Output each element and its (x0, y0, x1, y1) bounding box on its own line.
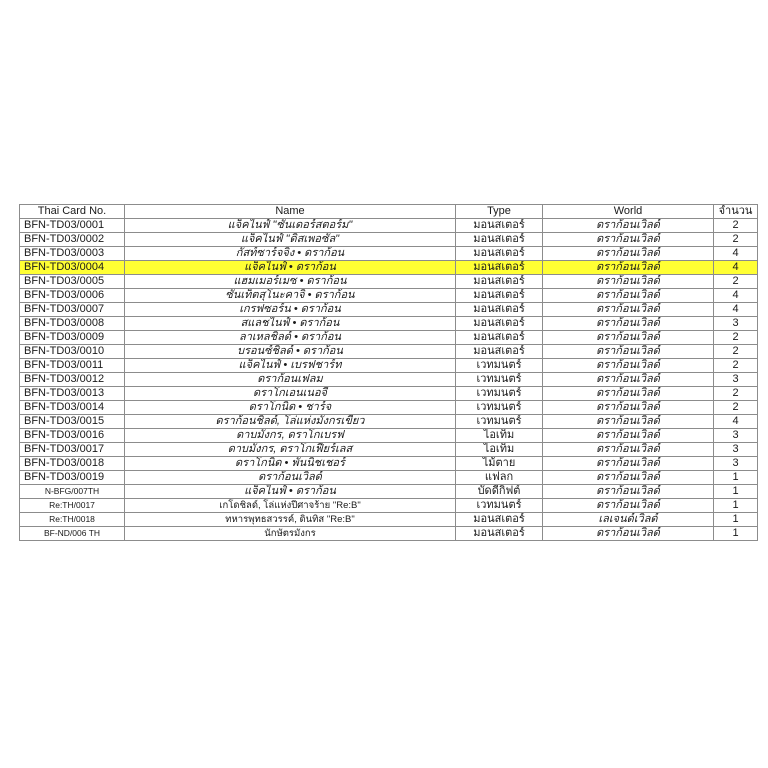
table-row (20, 457, 758, 471)
card-type-cell: ไม้ตาย (456, 457, 543, 471)
card-quantity-cell: 1 (714, 527, 758, 541)
card-list-table (19, 204, 758, 541)
card-number-cell: BFN-TD03/0018 (20, 457, 125, 471)
card-world-cell: ดราก้อนเวิลด์ (543, 471, 714, 485)
card-quantity-cell: 4 (714, 247, 758, 261)
card-type-cell: เวทมนตร์ (456, 373, 543, 387)
table-row (20, 527, 758, 541)
header-type: Type (456, 205, 543, 219)
card-name-cell: บรอนซ์ชิลด์ • ดราก้อน (125, 345, 456, 359)
card-type-cell: มอนสเตอร์ (456, 331, 543, 345)
card-number-cell: BFN-TD03/0004 (20, 261, 125, 275)
card-type-cell: ไอเท็ม (456, 443, 543, 457)
card-type-cell: เวทมนตร์ (456, 415, 543, 429)
card-quantity-cell: 3 (714, 317, 758, 331)
card-world-cell: ดราก้อนเวิลด์ (543, 415, 714, 429)
card-type-cell: เวทมนตร์ (456, 401, 543, 415)
card-name-cell: กัสท์ซาร์จจิ้ง • ดราก้อน (125, 247, 456, 261)
card-type-cell: มอนสเตอร์ (456, 303, 543, 317)
card-world-cell: ดราก้อนเวิลด์ (543, 261, 714, 275)
card-world-cell: ดราก้อนเวิลด์ (543, 219, 714, 233)
card-name-cell: ดราก้อนเวิลด์ (125, 471, 456, 485)
card-name-cell: แจ็คไนฟ์ "ซันเดอร์สตอร์ม" (125, 219, 456, 233)
card-world-cell: ดราก้อนเวิลด์ (543, 345, 714, 359)
card-number-cell: BFN-TD03/0009 (20, 331, 125, 345)
card-name-cell: แจ็คไนฟ์ "ดิสเพอซัล" (125, 233, 456, 247)
table-row (20, 247, 758, 261)
card-number-cell: BFN-TD03/0007 (20, 303, 125, 317)
card-quantity-cell: 3 (714, 373, 758, 387)
card-quantity-cell: 1 (714, 513, 758, 527)
card-number-cell: BFN-TD03/0014 (20, 401, 125, 415)
card-name-cell: ดราโกเอนเนอจี (125, 387, 456, 401)
card-type-cell: ไอเท็ม (456, 429, 543, 443)
card-name-cell: ดาบมังกร, ดราโกเฟียร์เลส (125, 443, 456, 457)
card-quantity-cell: 2 (714, 387, 758, 401)
table-body (20, 219, 758, 541)
card-world-cell: ดราก้อนเวิลด์ (543, 247, 714, 261)
card-number-cell: BFN-TD03/0013 (20, 387, 125, 401)
card-number-cell: BF-ND/006 TH (20, 527, 125, 541)
card-name-cell: ดราก้อนชิลด์, โล่แห่งมังกรเขียว (125, 415, 456, 429)
card-name-cell: เกรฟซอร์น • ดราก้อน (125, 303, 456, 317)
card-quantity-cell: 2 (714, 275, 758, 289)
card-world-cell: ดราก้อนเวิลด์ (543, 303, 714, 317)
table-row (20, 443, 758, 457)
card-world-cell: ดราก้อนเวิลด์ (543, 443, 714, 457)
card-quantity-cell: 2 (714, 331, 758, 345)
card-quantity-cell: 4 (714, 303, 758, 317)
table-row (20, 275, 758, 289)
card-type-cell: เวทมนตร์ (456, 499, 543, 513)
table-row (20, 429, 758, 443)
table-row (20, 303, 758, 317)
card-world-cell: ดราก้อนเวิลด์ (543, 401, 714, 415)
card-type-cell: บัดดี้กิฟต์ (456, 485, 543, 499)
card-number-cell: BFN-TD03/0010 (20, 345, 125, 359)
card-type-cell: มอนสเตอร์ (456, 513, 543, 527)
card-name-cell: ทหารพุทธสวรรค์, ดินทิส "Re:B" (125, 513, 456, 527)
card-type-cell: มอนสเตอร์ (456, 527, 543, 541)
card-quantity-cell: 1 (714, 499, 758, 513)
card-name-cell: ลาเหลชิลด์ • ดราก้อน (125, 331, 456, 345)
card-name-cell: แฮมเมอร์เมซ • ดราก้อน (125, 275, 456, 289)
card-name-cell: ดราโกนิด • พันนิชเชอร์ (125, 457, 456, 471)
table-row (20, 373, 758, 387)
card-type-cell: มอนสเตอร์ (456, 233, 543, 247)
card-number-cell: BFN-TD03/0002 (20, 233, 125, 247)
card-name-cell: ดราก้อนเฟลม (125, 373, 456, 387)
card-quantity-cell: 2 (714, 233, 758, 247)
table-row (20, 387, 758, 401)
card-number-cell: BFN-TD03/0016 (20, 429, 125, 443)
card-number-cell: BFN-TD03/0001 (20, 219, 125, 233)
card-name-cell: สแลชไนฟ์ • ดราก้อน (125, 317, 456, 331)
header-world: World (543, 205, 714, 219)
card-quantity-cell: 1 (714, 471, 758, 485)
card-type-cell: มอนสเตอร์ (456, 275, 543, 289)
card-world-cell: ดราก้อนเวิลด์ (543, 317, 714, 331)
card-number-cell: BFN-TD03/0008 (20, 317, 125, 331)
card-type-cell: มอนสเตอร์ (456, 345, 543, 359)
table-row (20, 401, 758, 415)
card-number-cell: N-BFG/007TH (20, 485, 125, 499)
card-world-cell: ดราก้อนเวิลด์ (543, 429, 714, 443)
card-quantity-cell: 2 (714, 401, 758, 415)
card-world-cell: ดราก้อนเวิลด์ (543, 359, 714, 373)
card-world-cell: ดราก้อนเวิลด์ (543, 457, 714, 471)
card-name-cell: นักษัตรมังกร (125, 527, 456, 541)
card-number-cell: BFN-TD03/0005 (20, 275, 125, 289)
card-number-cell: BFN-TD03/0017 (20, 443, 125, 457)
card-world-cell: ดราก้อนเวิลด์ (543, 289, 714, 303)
card-world-cell: ดราก้อนเวิลด์ (543, 485, 714, 499)
card-name-cell: แจ็คไนฟ์ • ดราก้อน (125, 261, 456, 275)
table-row (20, 331, 758, 345)
table-row (20, 513, 758, 527)
header-card-no: Thai Card No. (20, 205, 125, 219)
card-quantity-cell: 2 (714, 345, 758, 359)
table-row (20, 345, 758, 359)
card-name-cell: ซันเท็ตสุโนะคาจิ • ดราก้อน (125, 289, 456, 303)
table-row (20, 317, 758, 331)
card-name-cell: เกโดชิลด์, โล่แห่งปีศาจร้าย "Re:B" (125, 499, 456, 513)
card-world-cell: ดราก้อนเวิลด์ (543, 331, 714, 345)
card-number-cell: BFN-TD03/0012 (20, 373, 125, 387)
card-number-cell: Re:TH/0017 (20, 499, 125, 513)
card-type-cell: มอนสเตอร์ (456, 247, 543, 261)
table-row (20, 359, 758, 373)
table-row (20, 219, 758, 233)
table-row (20, 233, 758, 247)
table-row (20, 289, 758, 303)
header-quantity: จำนวน (714, 205, 758, 219)
card-quantity-cell: 4 (714, 289, 758, 303)
card-number-cell: Re:TH/0018 (20, 513, 125, 527)
card-type-cell: มอนสเตอร์ (456, 261, 543, 275)
table-row-highlighted (20, 261, 758, 275)
table-row (20, 499, 758, 513)
card-type-cell: เวทมนตร์ (456, 359, 543, 373)
card-number-cell: BFN-TD03/0011 (20, 359, 125, 373)
card-world-cell: ดราก้อนเวิลด์ (543, 373, 714, 387)
header-name: Name (125, 205, 456, 219)
card-quantity-cell: 4 (714, 261, 758, 275)
card-quantity-cell: 1 (714, 485, 758, 499)
card-world-cell: ดราก้อนเวิลด์ (543, 387, 714, 401)
card-world-cell: ดราก้อนเวิลด์ (543, 233, 714, 247)
card-type-cell: มอนสเตอร์ (456, 219, 543, 233)
card-quantity-cell: 3 (714, 443, 758, 457)
card-number-cell: BFN-TD03/0006 (20, 289, 125, 303)
card-world-cell: ดราก้อนเวิลด์ (543, 527, 714, 541)
header-row (20, 205, 758, 219)
table-row (20, 485, 758, 499)
card-type-cell: มอนสเตอร์ (456, 317, 543, 331)
card-world-cell: เลเจนด์เวิลด์ (543, 513, 714, 527)
card-type-cell: มอนสเตอร์ (456, 289, 543, 303)
card-type-cell: เวทมนตร์ (456, 387, 543, 401)
card-name-cell: ดราโกนิด • ชาร์จ (125, 401, 456, 415)
card-quantity-cell: 3 (714, 429, 758, 443)
card-name-cell: แจ็คไนฟ์ • เบรฟชาร์ท (125, 359, 456, 373)
table-row (20, 471, 758, 485)
table-row (20, 415, 758, 429)
card-name-cell: ดาบมังกร, ดราโกเบรฟ (125, 429, 456, 443)
card-type-cell: แฟลก (456, 471, 543, 485)
card-quantity-cell: 2 (714, 219, 758, 233)
card-number-cell: BFN-TD03/0003 (20, 247, 125, 261)
card-name-cell: แจ็คไนฟ์ • ดราก้อน (125, 485, 456, 499)
card-quantity-cell: 2 (714, 359, 758, 373)
card-number-cell: BFN-TD03/0019 (20, 471, 125, 485)
card-quantity-cell: 4 (714, 415, 758, 429)
card-world-cell: ดราก้อนเวิลด์ (543, 499, 714, 513)
card-number-cell: BFN-TD03/0015 (20, 415, 125, 429)
card-world-cell: ดราก้อนเวิลด์ (543, 275, 714, 289)
card-quantity-cell: 3 (714, 457, 758, 471)
